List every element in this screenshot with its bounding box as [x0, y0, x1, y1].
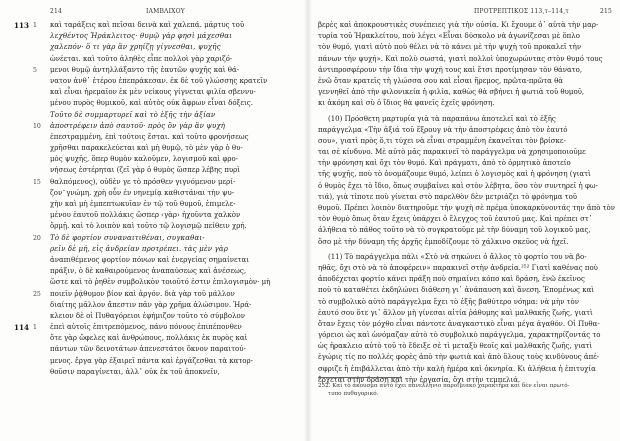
- translation-line: τὸν θυμὸ ὅπως ὅταν ἔχεις ὑπάρχει ὁ ἔλεγχος τοῦ ἑαυτοῦ μας. Καὶ πρέπει στ᾽: [318, 215, 593, 224]
- greek-text-line: ὅτε γὰρ ὤφελες καὶ ἀνθρώπους, πολλάκις ἐκ πυρὸς καὶ: [50, 334, 248, 343]
- section-marker: 113: [14, 21, 30, 30]
- greek-text-line: Τοῦτο δὲ συμμαρτυρεῖ καὶ τὸ ἐξῆς τὴν ἀξίαν: [50, 110, 216, 119]
- translation-line: ἀντιπροσφέρουν τὴν ἴδια τὴν ψυχή τους καὶ ἔτσι προτίμησαν τὸν θάνατο,: [318, 65, 583, 74]
- translation-paragraph: [318, 252, 601, 386]
- greek-text-line: νατον ἀνθ᾽ ἑτέρου ἐπεπράκεσαν. ἐκ δὲ τοῦ γλώσσης κρατεῖν: [50, 76, 268, 85]
- margin-row: [0, 54, 48, 65]
- greek-text-line: μενος. ἔργα γὰρ ἐξαιρεῖ πάντα καὶ ἐργάζεσθαι τὰ κατορ-: [50, 356, 253, 365]
- greek-text-line: ζον ͂ γνώμη. χρὴ οὖν ἐν νηνεμίᾳ καθιστάναι τὴν ψυ-: [50, 188, 235, 197]
- translation-line: ηθᾶς, ὄχι στὸ νὰ τὸ ἀποφέρειν» παρακινεῖ στὴν ἀνδρεία.²⁵² Γιατὶ καθένας ποὺ: [318, 263, 598, 272]
- margin-row: [0, 143, 48, 154]
- greek-text-line: θοῦσιν παραγίνεται, ἀλλ᾽ οὐκ ἐκ τοῦ ἀποκνεῖν,: [50, 367, 220, 376]
- margin-row: [0, 76, 48, 87]
- greek-text-line: μενοι θυμῷ ἀντηλλάξαντο τῆς ἑαυτῶν ψυχῆς καὶ θά-: [50, 65, 240, 74]
- margin-row: [0, 188, 48, 199]
- greek-text-line: ἐπεστραμμένη, ἐπὶ τούτοις ἔσται. καὶ τοῦτο φρονήσεως: [50, 132, 249, 141]
- margin-row: [0, 210, 48, 221]
- translation-line: ποὺ τὸ καταθέτει ἐκδηλώνει διάθεση γι᾽ ἀνάπαυση καὶ ἄνεση. Ἐπομένως καὶ: [318, 286, 595, 295]
- line-number: 5: [33, 66, 37, 74]
- margin-row: [0, 121, 48, 132]
- footnote: [318, 382, 574, 398]
- margin-row: [0, 98, 48, 109]
- footnote-line: 252. Καὶ τὸ ἀκουσμα αὐτὸ ἔχει πανελλήνιο παροιμιακὸ χαρακτῆρα καὶ δὲν εἶναι πρωτό-: [318, 383, 570, 389]
- translation-line: σφριζε ἢ ἐπιβάλλεται ἀπὸ τὴν καλὴ ἡμέρα καὶ ὀκνηρία. Κι ἀλήθεια ἡ ἐπιτυχία: [318, 364, 596, 373]
- greek-text-line: ἀναπιθέμενος φορτίον πόνων καὶ ἐνεργείας σημαίνεται: [50, 255, 249, 264]
- line-number: 10: [33, 122, 41, 130]
- translation-line: ὅσο μὲ τὴν δύναμη τῆς ἀρχῆς ἐμποδίζουμε τὸ χάλκινο σκεῦος νὰ ἠχεῖ.: [318, 237, 569, 246]
- translation-line: παράγγελμα «Τὴν ἀξιά τοῦ ἔξρουγ νὰ τὴν ἀποστρέφεις ἀπὸ τὸν ἑαυτό: [318, 125, 568, 134]
- translation-line: ἑαυτό σου ὅτε γι᾽ ἄλλον μὴ γίνεσαι αἰτία ῥάθυμης καὶ μαλθακῆς ζωῆς, γιατὶ: [318, 308, 593, 317]
- greek-text-line: μὸς ψυχῆς, ὅπερ θυμὸν καλοῦμεν, λογισμοῦ καὶ φρο-: [50, 155, 239, 164]
- margin-row: [0, 110, 48, 121]
- margin-row: [0, 154, 48, 165]
- margin-row: [0, 356, 48, 367]
- translation-line: (10) Πρόσθετη μαρτυρία γιὰ τὰ παραπάνω ἀποτελεῖ καὶ τὸ ἑξῆς: [328, 114, 556, 123]
- greek-text-line: Τὸ δὲ φορτίον συναναιτιθέναι, συγκαθαι-: [50, 233, 205, 242]
- margin-row: [0, 177, 48, 188]
- translation-line: πάνων τὴν ψυχή». Καὶ πολὺ σωστά, γιατὶ πολλοὶ ὑποχωρώντας στὸν θυμό τους: [318, 54, 603, 63]
- greek-text-line: ἐπεὶ αὐτοῖς ἐπιτρεπόμενος, πάνυ πόνους ἐπιπέπονθεν: [50, 323, 242, 332]
- translation-line: ἔρχεται στὴν δράση καὶ τὴν ἐργασία, ὄχι στὴν τεμπελιά.: [318, 375, 521, 384]
- translation-line: κι ἀκόμη καὶ σὺ ὁ ἴδιος θὰ φανεῖς ἐχεῖς φρόνηση.: [318, 99, 495, 108]
- margin-row: [0, 221, 48, 232]
- greek-text-line: ὅρμῇ. καὶ τὸ λοιπὸν καὶ τοῦτο τῷ λογισμῷ πείθειν χρή.: [50, 222, 247, 231]
- section-marker: 114: [14, 323, 30, 333]
- line-number: 1: [33, 22, 37, 29]
- margin-row: [0, 31, 48, 42]
- left-page-number: 214: [50, 8, 63, 15]
- left-running-head: [0, 8, 306, 18]
- margin-row: [0, 132, 48, 143]
- greek-text-line: πράξιν, ὁ δὲ καθαιρούμενος ἀναπαύσεως καὶ ἀνέσεως,: [50, 267, 247, 276]
- greek-text-line: θαλπόμενος), οὐδὲν γε τὸ πρόσθεν γιγνόμενον μερί-: [50, 177, 236, 186]
- margin-row: [0, 322, 48, 333]
- margin-row: [0, 42, 48, 53]
- right-running-title: ΠΡΟΤΡΕΠΤΙΚΟΣ 113,τ–114,τ: [474, 8, 569, 15]
- margin-row: [0, 87, 48, 98]
- translation-line: τὸν θυμό, γιατὶ αὐτὸ ποὺ θέλει νὰ τὸ κάνει μὲ τὴν ψυχὴ τοῦ προκαλεῖ τὴν: [318, 43, 582, 52]
- margin-row: [0, 344, 48, 355]
- translation-line: τιά), γιὰ τίποτε ποὺ γίνεται στὸ παρελθὸν δὲν μετριάζει τὸ φρόνημα τοῦ: [318, 192, 578, 201]
- footnote-line: τυπο πυθαγορικό.: [328, 391, 379, 397]
- line-number: 1: [33, 324, 37, 332]
- margin-row: [0, 233, 48, 244]
- margin-row: [0, 367, 48, 378]
- margin-row: [0, 255, 48, 266]
- greek-text-line: χρῆσθαι παρακελεύεται καὶ μὴ θυμῷ, τὸ μὲν γὰρ ὁ θυ-: [50, 144, 243, 153]
- margin-row: [0, 333, 48, 344]
- translation-line: ὡς ἡρακλειο αὐτὸ τοῦ τὸ ἔδειξε σὲ τὶ μεταξὺ θεοῖς καὶ μαλθακῆς ζωῆς, γιατὶ: [318, 342, 593, 351]
- right-page: [310, 0, 620, 441]
- translation-line: τὴν φρόνηση καὶ ὄχι τὸν θυμό. Καὶ πράγματι, ἀπὸ τὸ ὁρμητικὸ ἀποτείο: [318, 159, 571, 168]
- margin-row: [0, 165, 48, 176]
- translation-line: ἀποδέχεται φορτίο κάνει πράξη ποὺ σημαίνει κόπο καὶ δράση, ἐνῶ ἐκεῖνος: [318, 275, 585, 284]
- left-greek-text: [50, 20, 296, 378]
- translation-line: θυμοῦ. Πρέπει λοιπὸν διατηροῦμε τὴν ψυχὴ σὲ πρέμα ὑποκαρκύνοντάς την ἀπὸ τὸν: [318, 204, 616, 212]
- line-number: 20: [33, 234, 41, 242]
- greek-text-line: μένου πυρὸς θυμικοῦ, καὶ αὐτὸς οὐκ ἄφρων εἶναι δόξεις.: [50, 99, 253, 108]
- translation-paragraph: [318, 20, 603, 110]
- margin-row: [0, 277, 48, 288]
- greek-text-line: καὶ ταράξεις καὶ πεῖσαι δεινὰ καὶ χαλεπά. μάρτυς τοῦ: [50, 21, 245, 29]
- translation-line: ὅταν ἔχεις τὸν μόχθο εἶναι πάντοτε ἀναγκαστικὸ εἶναι μέγα ἀγαθόν. Οἱ Πυθα-: [318, 319, 600, 328]
- translation-line: ἀλήθεια τὸ πάθος τοῦτο νὰ τὸ συγκρατοῦμε μὲ τὴν δύναμη τοῦ λογικοῦ μας,: [318, 226, 591, 235]
- greek-text-line: διαίτης μᾶλλον ἄπεστιν πᾶν γὰρ χρῆμα ἁλώσιμον. Ἡρά-: [50, 300, 252, 309]
- translation-line: βερὲς καὶ ἀποκρουστικὲς συνέπειες γιὰ τὴν οὐσία. Κι ἔχουμε ὁ᾽ αὐτὰ τὴν μαρ-: [318, 21, 599, 29]
- line-number: 15: [33, 178, 41, 186]
- greek-text-line: κλειον δὲ οἱ Πυθαγόρειοι ἐφήμιζον τοῦτο τὸ σύμβολον: [50, 311, 245, 320]
- greek-text-line: ὥστε καὶ τὸ ῥηθὲν συμβολικὸν τοιοῦτό ἐστιν ἐπιλογισμὸν· μὴ: [50, 278, 271, 287]
- greek-text-line: λεχθέντος Ἡράκλειτος· θυμῷ γὰρ φησὶ μάχεσθαι: [50, 32, 233, 41]
- greek-text-line: ὠνέεται. καὶ τοῦτο ἀληθὲς εἶπε πολλοὶ γὰρ χαριζό-: [50, 54, 233, 63]
- greek-text-line: ἀποστρέφειν ἀπὸ σαυτοῦ· πρὸς ὃν γὰρ ἂν ψυχὴ: [50, 121, 226, 130]
- left-page: [0, 0, 306, 441]
- translation-line: τὸ συμβολικὸ αὐτὸ παράγγελμα ἔχει τὸ ἑξῆς βαθύτερο νόημα: νὰ μὴν τὸν: [318, 297, 579, 306]
- greek-text-line: καὶ εἶναι ἠρεμαῖον ἐκ μὲν νείκους γίγνεται φιλία σβεννυ-: [50, 88, 256, 97]
- margin-row: [0, 289, 48, 300]
- line-number: 25: [33, 290, 41, 298]
- translation-line: γεννηθεῖ ἀπὸ τὴν φιλονικεία ἡ φιλία, καθὼς θὰ σβήνει ἡ φωτιὰ τοῦ θυμοῦ,: [318, 88, 585, 97]
- footnote-rule: [318, 377, 402, 378]
- translation-line: σου», γιατὶ πρὸς ὅ,τι τύχει νὰ εἶναι στραμμένη ἐκανεῖται τὸν βρίσκε-: [318, 136, 566, 145]
- greek-text-line: νήσεως ἐστέρηται (ζεῖ γὰρ ὁ θυμὸς ὥσπερ λέβης πυρὶ: [50, 166, 241, 175]
- right-running-head: [310, 8, 620, 18]
- translation-paragraph: [318, 114, 616, 248]
- greek-text-line: χαλεπόν· ὅ τι γὰρ ἂν χρηίζῃ γίγνεσθαι, ψυχῆς: [50, 43, 221, 52]
- greek-text-line: μένου ἑαυτοῦ πολλάκις ὥσπερ ‹γὰρ› ἠχοῦντα χαλκὸν: [50, 211, 241, 220]
- margin-row: [0, 311, 48, 322]
- margin-row: [0, 266, 48, 277]
- margin-row: [0, 199, 48, 210]
- greek-text-line: πάντων τῶν δεινοτάτων ἀπενεστάτοι ὅκνον παραιτού-: [50, 345, 246, 354]
- margin-row: [0, 20, 48, 31]
- margin-row: [0, 300, 48, 311]
- right-translation-text: [318, 20, 616, 386]
- translation-line: τῆς ψυχῆς, ποὺ τὸ ὀνομάζουμε θυμό, λείπει ὁ λογισμὸς καὶ ἡ φρόνηση (γιατὶ: [318, 170, 591, 179]
- translation-line: τυρία τοῦ Ἡρακλείτου, ποὺ λέγει «Εἶναι δύσκολο νὰ ἀγωνίζεσαι μὲ ὅπλο: [318, 32, 580, 41]
- translation-line: ὁ θυμὸς ἔχει τὸ ἴδιο, ὅπως συμβαίνει καὶ στὸν λέβητα, ὅσο τὸν συντηρεῖ ἡ φω-: [318, 181, 598, 190]
- translation-line: (11) Τὸ παράγγελμα πάλι «Στὸ νὰ σηκώνει ὁ ἄλλος τὸ φορτίο του νὰ βο-: [328, 252, 587, 261]
- greek-text-line: ρεῖν δὲ μή, εἰς ἀνδρείαν προτρέπει. τὰς μὲν γὰρ: [50, 244, 228, 253]
- margin-row: [0, 65, 48, 76]
- translation-line: ται σὲ κίνδυνο. Μὲ αὐτὸ μᾶς παρακινεῖ τὸ παράγγελμα νὰ χρησιμοποιοῦμε: [318, 148, 586, 157]
- right-page-number: 215: [600, 8, 613, 15]
- translation-line: ἐνῶ ὅταν κρατεῖς τὴ γλώσσα σου καὶ εἶσαι ἤρεμος, πρῶτα-πρῶτα θὰ: [318, 76, 564, 85]
- greek-text-line: ποιεῖν ῥᾴθυμον βίον καὶ ἀργόν. διὰ γὰρ τοῦ μάλλον: [50, 289, 235, 298]
- left-running-title: ΙΑΜΒΛΙΧΟΥ: [146, 8, 185, 15]
- margin-row: [0, 244, 48, 255]
- translation-line: γόρειοι ὡς καὶ ὠνόμαζαν αὐτὸ τὸ συμβολικὸ παράγγελμα, χαρακτηρίζοντάς το: [318, 331, 601, 340]
- left-margin-numbers: [0, 20, 48, 378]
- greek-text-line: χὴν καὶ μὴ ἐμπεπτωκυῖαν ἐν τῷ τοῦ θυμοῦ, ἐπιμελε-: [50, 200, 236, 208]
- translation-line: ἐγώρις τίς πο πολλές φορὲς ἀπὸ τὴν φωτιὰ καὶ ἀπὸ ὅλους τοὺς κινδύνους ἀπέ-: [318, 353, 600, 362]
